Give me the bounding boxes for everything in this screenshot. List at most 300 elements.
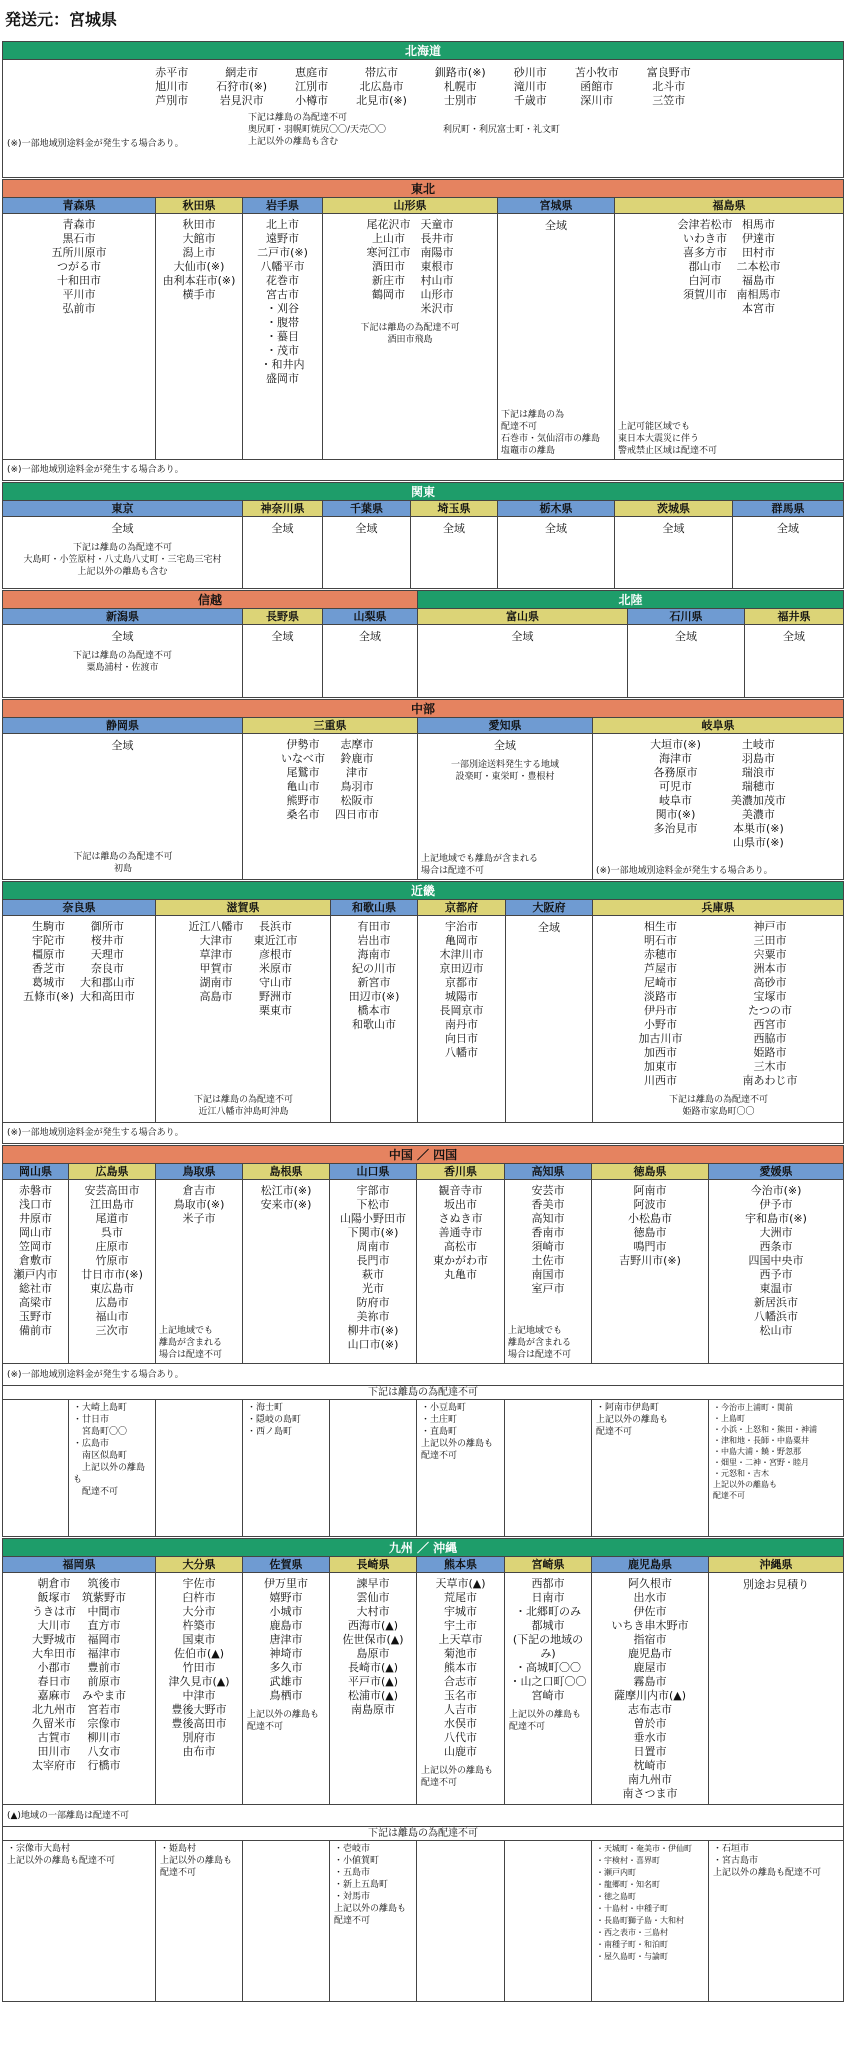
tokyo-note xyxy=(3,540,242,580)
note-line: 上記以外の離島も xyxy=(421,1766,494,1776)
city-name: 上天草市 xyxy=(438,1633,483,1646)
city-name: 京田辺市 xyxy=(439,962,484,975)
pref-niigata: 新潟県 xyxy=(3,609,242,625)
city-name: 深川市 xyxy=(580,94,614,107)
city-name: 会津若松市 xyxy=(677,218,733,231)
hiroshima-islands xyxy=(69,1400,156,1536)
oita-islands xyxy=(156,1841,243,2001)
pref-ibaraki: 茨城県 xyxy=(615,501,732,517)
city-name: 赤穂市 xyxy=(644,948,677,961)
note-line: 下記は離島の為配達不可 xyxy=(72,651,172,662)
note-line: ・五島市 xyxy=(334,1868,371,1878)
city-name: 和歌山市 xyxy=(352,1018,396,1031)
city-name: 由利本荘市(※) xyxy=(162,274,236,287)
city-name: 大津市 xyxy=(199,934,233,947)
hokkaido-section xyxy=(2,41,844,178)
yamagata-note: 下記は離島の為配達不可 酒田市飛島 xyxy=(360,323,460,345)
note-line: 上記以外の離島も xyxy=(73,1463,146,1485)
ishikawa-all: 全域 xyxy=(675,630,697,643)
note-line: ・宗像市大島村 xyxy=(7,1844,71,1854)
city-name: 笠岡市 xyxy=(19,1240,52,1253)
region-header-kyushu: 九州 ／ 沖縄 xyxy=(3,1539,843,1557)
city-name: 平戸市(▲) xyxy=(347,1675,399,1688)
city-name: 光市 xyxy=(362,1282,384,1295)
note-line: 配達不可 xyxy=(501,422,538,432)
okinawa-quote: 別途お見積り xyxy=(743,1578,809,1591)
nara-cities xyxy=(3,916,155,1008)
note-line: 上記地域でも xyxy=(508,1326,563,1336)
city-name: 大分市 xyxy=(182,1605,216,1618)
hokkaido-column xyxy=(356,66,407,108)
note-line: ・長島町獅子島・大和村 xyxy=(596,1916,684,1925)
tochigi-all: 全域 xyxy=(545,522,567,535)
city-name: 阿久根市 xyxy=(628,1577,672,1590)
gifu-cities xyxy=(593,734,843,854)
city-name: 多久市 xyxy=(269,1661,303,1674)
note-line: 場合は配達不可 xyxy=(421,866,485,876)
pref-fukuoka: 福岡県 xyxy=(3,1557,155,1573)
city-name: 宇治市 xyxy=(445,920,478,933)
note-line: 配達不可 xyxy=(73,1487,119,1497)
city-name: 八幡浜市 xyxy=(754,1310,798,1323)
okinawa-islands xyxy=(709,1841,843,2001)
city-name: 生駒市 xyxy=(32,920,65,933)
city-name: 京都市 xyxy=(445,976,478,989)
city-name: 善通寺市 xyxy=(438,1226,483,1239)
miyagi-note xyxy=(501,409,612,457)
city-name: 野洲市 xyxy=(259,990,292,1003)
city-name: 田川市 xyxy=(37,1745,71,1758)
city-name: 宇土市 xyxy=(443,1619,477,1632)
city-name: 神戸市 xyxy=(753,920,787,933)
city-name: ・茂市 xyxy=(266,344,299,357)
shiga-note xyxy=(159,1092,328,1120)
kumamoto-note xyxy=(417,1763,504,1791)
city-name: 天童市 xyxy=(420,218,454,231)
city-name: 高梁市 xyxy=(19,1296,52,1309)
yamanashi-all: 全域 xyxy=(359,630,381,643)
note-line: 配達不可 xyxy=(713,1491,745,1500)
city-name: 相馬市 xyxy=(742,218,775,231)
note-line: ・津和地・長師・中島粟井 xyxy=(713,1436,809,1445)
ibaraki-all: 全域 xyxy=(662,522,685,535)
city-name: 二戸市(※) xyxy=(257,246,308,259)
city-name: 中津市 xyxy=(182,1689,216,1702)
note-line: 配達不可 xyxy=(334,1916,371,1926)
city-name: 筑後市 xyxy=(87,1577,121,1590)
pref-kyoto: 京都府 xyxy=(418,900,505,916)
city-name: 鳴門市 xyxy=(633,1240,667,1253)
city-name: 富良野市 xyxy=(646,66,691,79)
tohoku-section xyxy=(2,179,844,481)
city-name: 岡山市 xyxy=(19,1226,52,1239)
region-header-kanto: 関東 xyxy=(3,483,843,501)
city-name: 釧路市(※) xyxy=(434,66,486,79)
city-name: 橋本市 xyxy=(357,1004,391,1017)
note-line: 石巻市・気仙沼市の離島 xyxy=(501,434,601,444)
note-line: 近江八幡市沖島町沖島 xyxy=(198,1107,289,1117)
city-name: 弘前市 xyxy=(62,302,96,315)
city-name: さぬき市 xyxy=(438,1212,483,1225)
pref-fukushima: 福島県 xyxy=(615,198,843,214)
toyama-all: 全域 xyxy=(511,630,534,643)
pref-hiroshima: 広島県 xyxy=(69,1164,155,1180)
note-line: ・海士町 xyxy=(247,1403,284,1413)
city-name: 帯広市 xyxy=(365,66,398,79)
nagasaki-cities xyxy=(330,1573,416,1721)
pref-iwate: 岩手県 xyxy=(243,198,322,214)
city-name: 天草市(▲) xyxy=(435,1577,486,1590)
city-name: 姫路市 xyxy=(753,1046,787,1059)
city-name: 大館市 xyxy=(182,232,216,245)
note-line: ・畑里・二神・宮野・睦月 xyxy=(713,1458,809,1467)
note-line: 上記以外の離島も xyxy=(334,1904,407,1914)
pref-tokushima: 徳島県 xyxy=(592,1164,708,1180)
city-name: 伊万里市 xyxy=(264,1577,308,1590)
city-name: 天理市 xyxy=(90,948,124,961)
note-line: ・姫島村 xyxy=(160,1844,197,1854)
city-name: 加古川市 xyxy=(638,1032,683,1045)
city-name: 合志市 xyxy=(443,1675,477,1688)
kinki-row xyxy=(3,900,843,1123)
city-name: 白河市 xyxy=(688,274,722,287)
city-name: 大垣市(※) xyxy=(650,738,701,751)
city-name: 芦別市 xyxy=(155,94,189,107)
page-title: 発送元：宮城県 xyxy=(5,10,118,29)
city-name: 洲本市 xyxy=(753,962,787,975)
kagawa-islands xyxy=(417,1400,505,1536)
pref-gunma: 群馬県 xyxy=(733,501,843,517)
city-name: 長崎市(▲) xyxy=(347,1661,399,1674)
city-name: ・刈谷 xyxy=(266,302,299,315)
city-name: 杵築市 xyxy=(182,1619,216,1632)
aichi-all: 全域 xyxy=(494,739,516,752)
city-name: 鹿島市 xyxy=(269,1619,303,1632)
pref-oita: 大分県 xyxy=(156,1557,242,1573)
mie-cities xyxy=(243,734,417,826)
pref-tokyo: 東京 xyxy=(3,501,242,517)
city-name: 赤平市 xyxy=(155,66,189,79)
note-line: 大島町・小笠原村・八丈島八丈町・三宅島三宅村 xyxy=(23,555,222,566)
city-name: 北上市 xyxy=(266,218,299,231)
city-name: 遠野市 xyxy=(266,232,299,245)
city-name: 桑名市 xyxy=(286,808,320,821)
city-name: 鳥栖市 xyxy=(269,1689,303,1702)
pref-akita: 秋田県 xyxy=(156,198,242,214)
city-name: 栗東市 xyxy=(259,1004,292,1017)
city-name: 竹原市 xyxy=(95,1254,129,1267)
pref-gifu: 岐阜県 xyxy=(593,718,843,734)
city-name: 下関市(※) xyxy=(347,1226,399,1239)
note-line: 塩竈市の離島 xyxy=(501,446,556,456)
city-name: 浅口市 xyxy=(19,1198,52,1211)
tottori-note xyxy=(159,1325,240,1361)
city-name: 北広島市 xyxy=(359,80,404,93)
city-name: ・和井内 xyxy=(260,358,305,371)
note-line: 配達不可 xyxy=(160,1868,197,1878)
kanagawa-all: 全域 xyxy=(271,522,294,535)
note-line: ・宇検村・喜界町 xyxy=(596,1856,660,1865)
kyushu-row xyxy=(3,1557,843,1805)
city-name: 玉野市 xyxy=(19,1310,52,1323)
note-line: ・土庄町 xyxy=(421,1415,458,1425)
city-name: 荒尾市 xyxy=(443,1591,477,1604)
chugoku-section xyxy=(2,1145,844,1537)
note-line: 東日本大震災に伴う xyxy=(618,434,700,444)
city-name: 伊達市 xyxy=(742,232,775,245)
city-name: 萩市 xyxy=(362,1268,384,1281)
city-name: 向日市 xyxy=(445,1032,478,1045)
city-name: 福岡市 xyxy=(87,1633,121,1646)
city-name: 土岐市 xyxy=(741,738,775,751)
fukui-all: 全域 xyxy=(783,630,805,643)
pref-osaka: 大阪府 xyxy=(506,900,592,916)
pref-kagawa: 香川県 xyxy=(417,1164,504,1180)
city-name: 臼杵市 xyxy=(182,1591,216,1604)
city-name: 志布志市 xyxy=(628,1703,672,1716)
city-name: 平川市 xyxy=(62,288,96,301)
city-name: 尾道市 xyxy=(95,1212,129,1225)
city-name: ・北郷町のみ xyxy=(515,1605,581,1618)
city-name: 千歳市 xyxy=(513,94,547,107)
city-name: 小野市 xyxy=(644,1018,677,1031)
ehime-islands xyxy=(709,1400,843,1536)
yamaguchi-cities xyxy=(330,1180,416,1356)
city-name: 横手市 xyxy=(182,288,216,301)
note-line: ・大崎上島町 xyxy=(73,1403,128,1413)
city-name: 東根市 xyxy=(420,260,454,273)
city-name: 西条市 xyxy=(759,1240,793,1253)
city-name: 彦根市 xyxy=(259,948,292,961)
note-line: 設楽町・東栄町・豊根村 xyxy=(455,772,555,783)
city-name: 花巻市 xyxy=(266,274,299,287)
city-name: 海津市 xyxy=(659,752,692,765)
city-name: 瑞浪市 xyxy=(741,766,775,779)
city-name: 豊後高田市 xyxy=(171,1717,227,1730)
city-name: 東近江市 xyxy=(253,934,298,947)
saga-note xyxy=(243,1707,329,1735)
city-name: 草津市 xyxy=(199,948,233,961)
city-name: 岐阜市 xyxy=(659,794,692,807)
aomori-cities xyxy=(3,214,155,320)
city-name: いわき市 xyxy=(683,232,727,245)
city-name: 石狩市(※) xyxy=(216,80,268,93)
city-name: 鳥羽市 xyxy=(340,780,374,793)
note-line: 上記地域でも離島が含まれる xyxy=(421,854,539,864)
iwate-cities xyxy=(243,214,322,390)
city-name: 福島市 xyxy=(742,274,775,287)
city-name: 東広島市 xyxy=(90,1282,134,1295)
city-name: 淡路市 xyxy=(644,990,677,1003)
city-name: 山鹿市 xyxy=(443,1745,477,1758)
city-name: 伊予市 xyxy=(759,1198,793,1211)
city-name: 庄原市 xyxy=(95,1240,129,1253)
city-name: 函館市 xyxy=(580,80,614,93)
note-line: 南区似島町 xyxy=(73,1451,128,1461)
city-name: 霧島市 xyxy=(633,1675,667,1688)
niigata-note xyxy=(3,648,242,676)
gunma-all: 全域 xyxy=(777,522,799,535)
pref-shiga: 滋賀県 xyxy=(156,900,330,916)
city-name: 三田市 xyxy=(753,934,787,947)
kyoto-cities xyxy=(418,916,505,1064)
city-name: 守山市 xyxy=(259,976,292,989)
city-name: 直方市 xyxy=(87,1619,121,1632)
pref-ehime: 愛媛県 xyxy=(709,1164,843,1180)
shimane-cities xyxy=(243,1180,329,1216)
city-name: 防府市 xyxy=(356,1296,390,1309)
saga-cities xyxy=(243,1573,329,1707)
city-name: 小郡市 xyxy=(37,1661,71,1674)
aichi-note2 xyxy=(421,853,590,877)
note-line: 離島が含まれる xyxy=(159,1338,223,1348)
pref-shizuoka: 静岡県 xyxy=(3,718,242,734)
city-name: 日南市 xyxy=(531,1591,565,1604)
city-name: 備前市 xyxy=(19,1324,52,1337)
kagoshima-cities xyxy=(592,1573,708,1804)
city-name: みやま市 xyxy=(82,1689,126,1702)
city-name: 前原市 xyxy=(87,1675,121,1688)
region-header-shinetsu: 信越 xyxy=(3,591,418,609)
city-name: 亀山市 xyxy=(286,780,320,793)
city-name: 近江八幡市 xyxy=(188,920,244,933)
pref-okayama: 岡山県 xyxy=(3,1164,68,1180)
city-name: 宇佐市 xyxy=(182,1577,216,1590)
city-name: 士別市 xyxy=(443,94,477,107)
city-name: 広島市 xyxy=(95,1296,129,1309)
chubu-section xyxy=(2,699,844,880)
city-name: 伊佐市 xyxy=(633,1605,667,1618)
niigata-all: 全域 xyxy=(111,630,134,643)
shizuoka-note xyxy=(6,849,240,877)
city-name: 寒河江市 xyxy=(366,246,411,259)
note-line: ・南種子町・和泊町 xyxy=(596,1940,668,1949)
pref-tottori: 鳥取県 xyxy=(156,1164,242,1180)
city-name: 大牟田市 xyxy=(32,1647,76,1660)
city-name: 雲仙市 xyxy=(356,1591,390,1604)
city-name: 由布市 xyxy=(182,1745,216,1758)
city-name: 多治見市 xyxy=(653,822,698,835)
pref-kanagawa: 神奈川県 xyxy=(243,501,322,517)
pref-kochi: 高知県 xyxy=(505,1164,591,1180)
city-name: 総社市 xyxy=(19,1282,52,1295)
city-name: 本宮市 xyxy=(742,302,775,315)
city-name: 美祢市 xyxy=(356,1310,390,1323)
region-header-hokkaido: 北海道 xyxy=(3,42,843,60)
kanto-row xyxy=(3,501,843,588)
note-line: 上記可能区域でも xyxy=(618,422,691,432)
city-name: 滝川市 xyxy=(513,80,547,93)
city-name: 尼崎市 xyxy=(644,976,677,989)
city-name: 五所川原市 xyxy=(51,246,107,259)
city-name: 安来市(※) xyxy=(260,1198,312,1211)
pref-tochigi: 栃木県 xyxy=(498,501,614,517)
city-name: 大川市 xyxy=(37,1619,71,1632)
city-name: 別府市 xyxy=(182,1731,216,1744)
city-name: 曽於市 xyxy=(633,1717,667,1730)
city-name: 八女市 xyxy=(87,1745,121,1758)
city-name: 大和郡山市 xyxy=(79,976,135,989)
city-name: 出水市 xyxy=(633,1591,667,1604)
nagasaki-islands xyxy=(330,1841,417,2001)
city-name: 木津川市 xyxy=(439,948,484,961)
city-name: 宇和島市(※) xyxy=(745,1212,807,1225)
city-name: 諫早市 xyxy=(356,1577,390,1590)
tokushima-cities xyxy=(592,1180,708,1272)
note-line: ・天城町・奄美市・伊仙町 xyxy=(596,1844,692,1853)
city-name: 四国中央市 xyxy=(748,1254,804,1267)
pref-aichi: 愛知県 xyxy=(418,718,592,734)
city-name: 三笠市 xyxy=(652,94,686,107)
city-name: 南さつま市 xyxy=(622,1787,678,1800)
city-name: 羽島市 xyxy=(741,752,775,765)
city-name: たつの市 xyxy=(748,1004,792,1017)
fukuoka-islands xyxy=(3,1841,156,2001)
kinki-note: (※)一部地域別途料金が発生する場合あり。 xyxy=(7,1128,184,1138)
city-name: 松浦市(▲) xyxy=(347,1689,399,1702)
kanto-section xyxy=(2,482,844,589)
city-name: うきは市 xyxy=(32,1605,76,1618)
kyushu-note: (▲)地域の一部離島は配達不可 xyxy=(3,1805,843,1827)
city-name: 倉敷市 xyxy=(19,1254,52,1267)
city-name: ・腹帯 xyxy=(266,316,299,329)
tohoku-row xyxy=(3,198,843,460)
city-name: 高知市 xyxy=(531,1212,565,1225)
note-line: ・徳之島町 xyxy=(596,1892,636,1901)
city-name: 南九州市 xyxy=(628,1773,672,1786)
city-name: 竹田市 xyxy=(182,1661,216,1674)
city-name: 豊後大野市 xyxy=(171,1703,227,1716)
shinetsu-hokuriku-section xyxy=(2,590,844,698)
city-name: 呉市 xyxy=(101,1226,123,1239)
city-name: 宇城市 xyxy=(443,1605,477,1618)
note-line: ・瀬戸内町 xyxy=(596,1868,636,1877)
city-name: 高砂市 xyxy=(753,976,787,989)
note-line: 配達不可 xyxy=(421,1451,458,1461)
city-name: 柳井市(※) xyxy=(347,1324,399,1337)
kyushu-section xyxy=(2,1538,844,2002)
city-name: 丸亀市 xyxy=(444,1268,477,1281)
city-name: (下記の地域のみ) xyxy=(512,1633,584,1660)
city-name: 西海市(▲) xyxy=(347,1619,399,1632)
city-name: 周南市 xyxy=(356,1240,390,1253)
note-line: 配達不可 xyxy=(247,1722,284,1732)
city-name: 島原市 xyxy=(356,1647,390,1660)
city-name: 鹿屋市 xyxy=(633,1661,667,1674)
chugoku-island-row xyxy=(3,1400,843,1536)
hyogo-note xyxy=(596,1092,841,1120)
note-line: 粟島浦村・佐渡市 xyxy=(86,663,159,674)
pref-nagasaki: 長崎県 xyxy=(330,1557,416,1573)
city-name: 菊池市 xyxy=(443,1647,477,1660)
city-name: 高松市 xyxy=(444,1240,477,1253)
city-name: 大仙市(※) xyxy=(173,260,225,273)
note-line: ・中島大浦・饒・野忽那 xyxy=(713,1447,801,1456)
city-name: 札幌市 xyxy=(443,80,477,93)
note-line: 上記以外の離島も xyxy=(247,1710,320,1720)
kochi-note xyxy=(508,1325,589,1361)
wakayama-cities xyxy=(331,916,417,1036)
hokkaido-column xyxy=(155,66,188,108)
city-name: 砂川市 xyxy=(513,66,547,79)
chiba-all: 全域 xyxy=(355,522,378,535)
city-name: 小樽市 xyxy=(295,94,329,107)
city-name: 鳥取市(※) xyxy=(173,1198,225,1211)
city-name: 網走市 xyxy=(225,66,259,79)
city-name: 宮崎市 xyxy=(531,1689,565,1702)
note-line: 上記以外の離島も xyxy=(713,1480,777,1489)
city-name: 井原市 xyxy=(19,1212,52,1225)
